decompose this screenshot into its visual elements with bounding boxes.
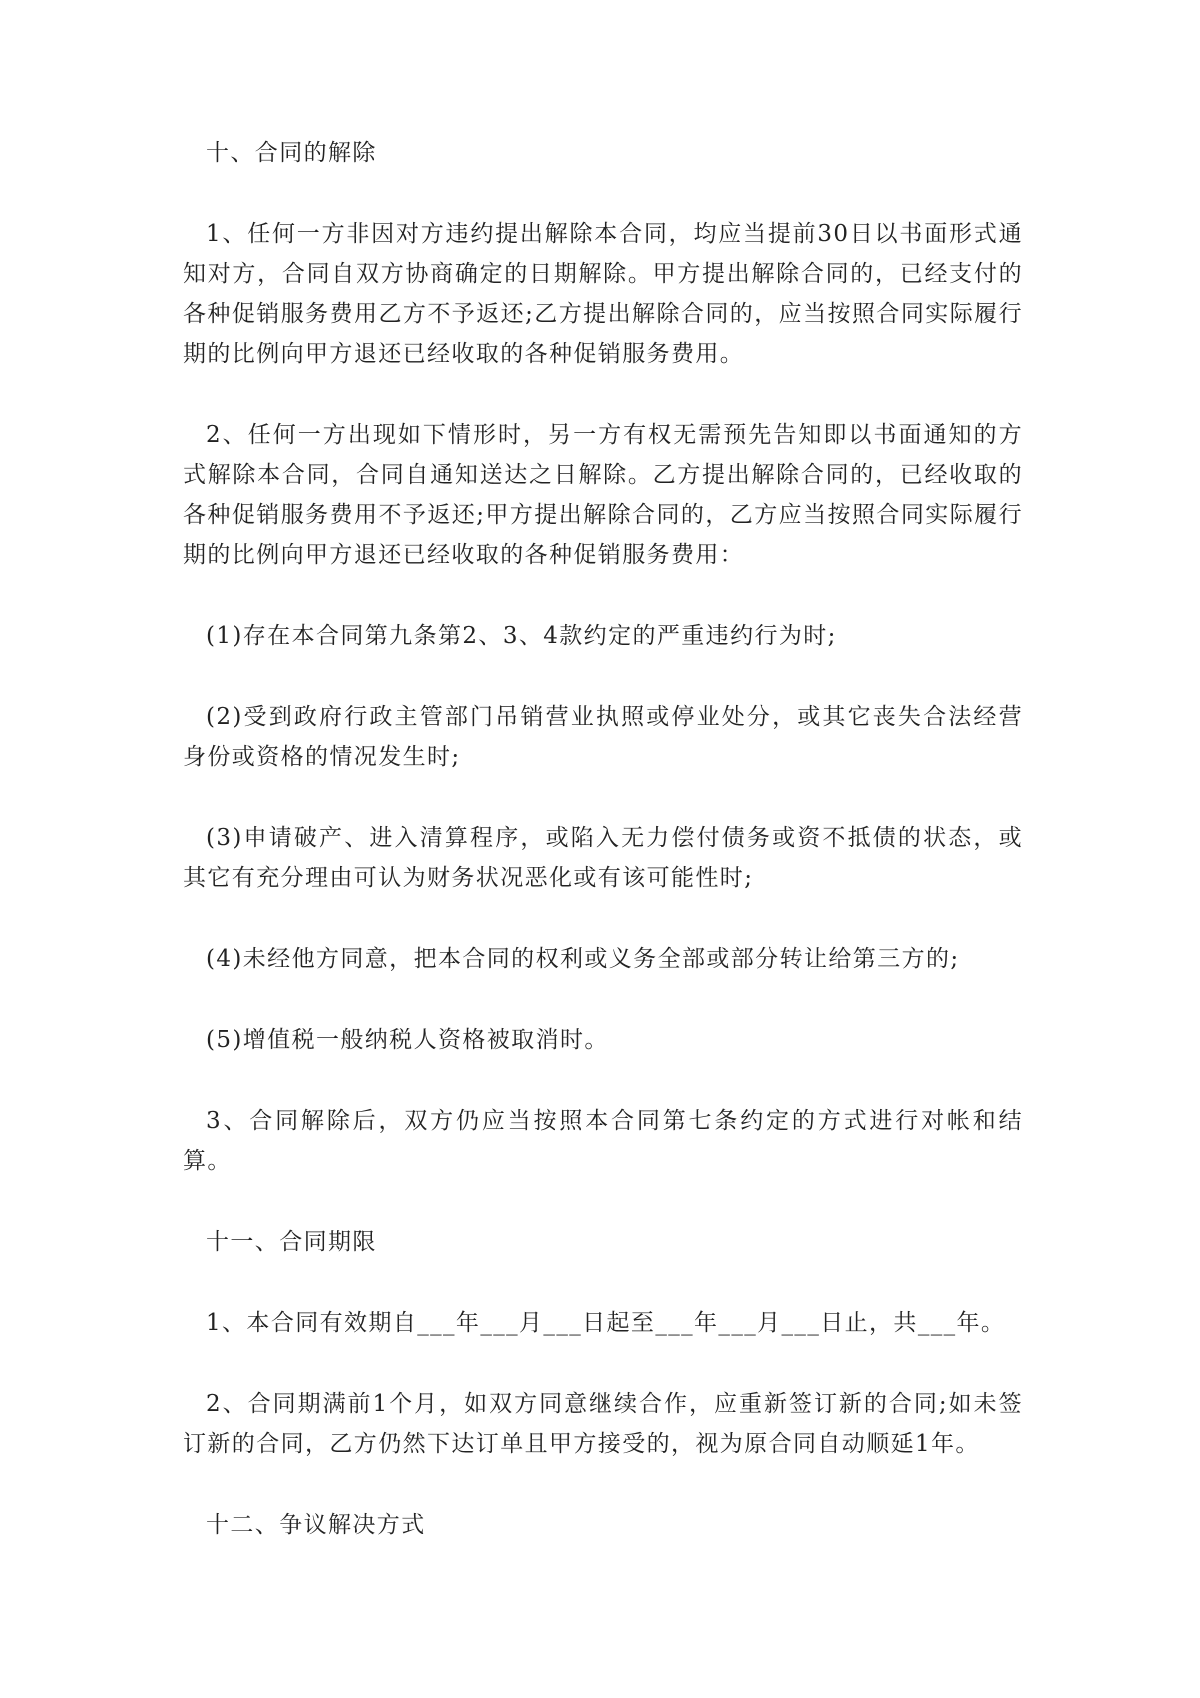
document-body xyxy=(183,133,1023,1545)
clause-term-2: 2、合同期满前1个月，如双方同意继续合作，应重新签订新的合同;如未签订新的合同，乙方仍然下达订单且甲方接受的，视为原合同自动顺延1年。 xyxy=(183,1391,1023,1457)
section-heading-termination: 十、合同的解除 xyxy=(206,140,377,166)
clause-item-1: (1)存在本合同第九条第2、3、4款约定的严重违约行为时; xyxy=(206,623,837,649)
clause-item-3: (3)申请破产、进入清算程序，或陷入无力偿付债务或资不抵债的状态，或其它有充分理由可认为财务状况恶化或有该可能性时; xyxy=(183,825,1023,891)
clause-termination-2: 2、任何一方出现如下情形时，另一方有权无需预先告知即以书面通知的方式解除本合同，合同自通知送达之日解除。乙方提出解除合同的，已经收取的各种促销服务费用不予返还;甲方提出解除合同的，乙方应当按照合同实际履行期的比例向甲方退还已经收取的各种促销服务费用： xyxy=(183,422,1023,568)
section-heading-dispute: 十二、争议解决方式 xyxy=(206,1512,426,1538)
clause-item-4: (4)未经他方同意，把本合同的权利或义务全部或部分转让给第三方的; xyxy=(206,946,960,972)
clause-item-5: (5)增值税一般纳税人资格被取消时。 xyxy=(206,1027,609,1053)
clause-item-2: (2)受到政府行政主管部门吊销营业执照或停业处分，或其它丧失合法经营身份或资格的情况发生时; xyxy=(183,704,1023,770)
section-heading-term: 十一、合同期限 xyxy=(206,1229,377,1255)
clause-term-1: 1、本合同有效期自___年___月___日起至___年___月___日止，共___年。 xyxy=(206,1310,1006,1336)
clause-termination-3: 3、合同解除后，双方仍应当按照本合同第七条约定的方式进行对帐和结算。 xyxy=(183,1108,1023,1174)
clause-termination-1: 1、任何一方非因对方违约提出解除本合同，均应当提前30日以书面形式通知对方，合同自双方协商确定的日期解除。甲方提出解除合同的，已经支付的各种促销服务费用乙方不予返还;乙方提出解除合同的，应当按照合同实际履行期的比例向甲方退还已经收取的各种促销服务费用。 xyxy=(183,221,1023,367)
